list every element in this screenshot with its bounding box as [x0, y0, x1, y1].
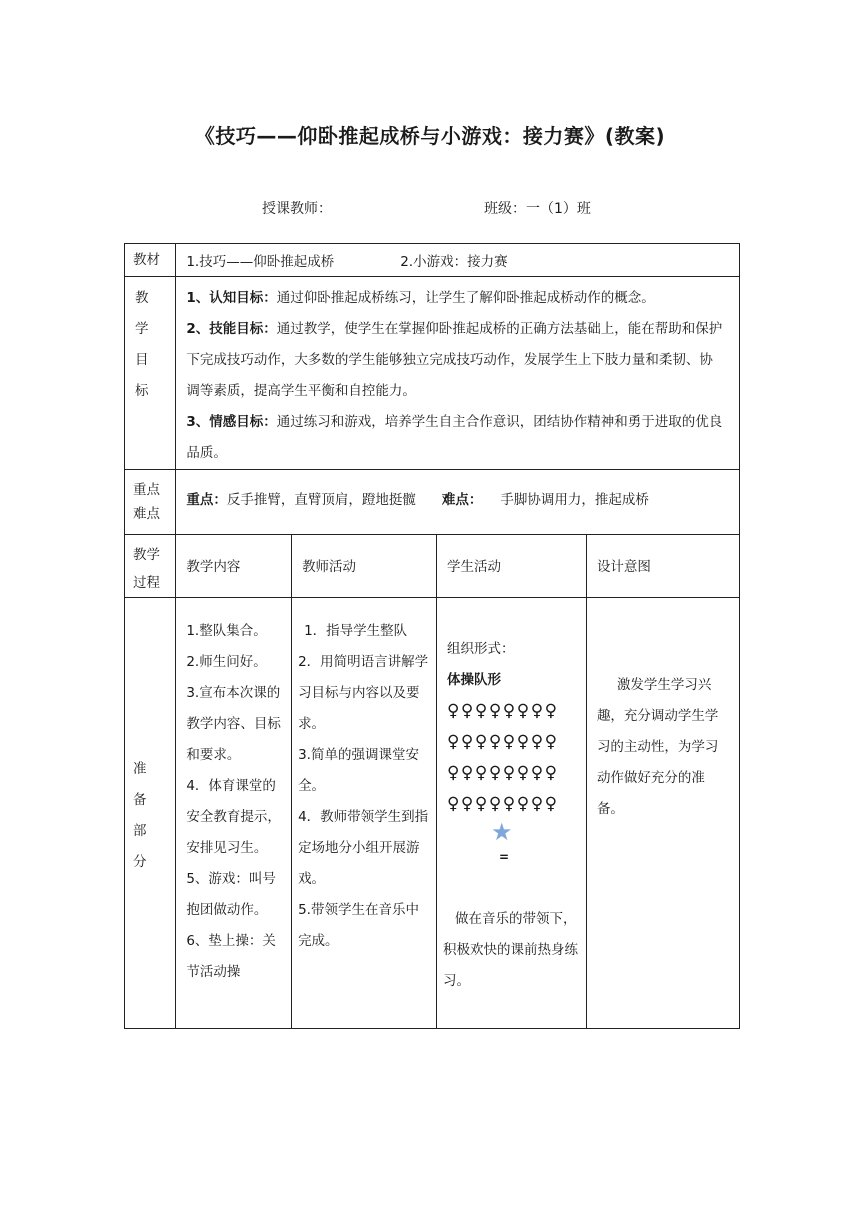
header-design: 设计意图	[596, 559, 651, 575]
goals-row	[125, 277, 740, 470]
formation-title: 体操队形	[446, 672, 501, 688]
header-content: 教学内容	[186, 559, 241, 575]
difficulty-title: 难点：	[441, 492, 483, 508]
teacher-position	[447, 818, 582, 864]
list-item: 5、游戏：叫号抱团做动作。	[186, 871, 276, 918]
list-item: 6、垫上操：关节活动操	[186, 933, 276, 980]
list-item: 3.宣布本次课的教学内容、目标和要求。	[186, 685, 281, 763]
goal-skill: 2、技能目标：通过教学，使学生在掌握仰卧推起成桥的正确方法基础上，能在帮助和保护下完成技巧动作，大多数的学生能够独立完成技巧动作，发展学生上下肢力量和柔韧、协调等素质，提高学生平衡和自控能力。	[186, 321, 723, 399]
formation-row: ♀♀♀♀♀♀♀♀	[446, 701, 559, 721]
textbook-item-2: 2.小游戏：接力赛	[400, 254, 508, 270]
class-label: 班级：一（1）班	[484, 201, 591, 217]
list-item: 2．用简明语言讲解学习目标与内容以及要求。	[298, 654, 429, 732]
key-title: 重点：	[186, 492, 227, 508]
key-points-content	[176, 470, 739, 508]
preparation-label: 准 备 部 分	[133, 761, 147, 870]
teacher-activity-list	[292, 598, 436, 957]
key-text: 反手推臂，直臂顶肩，蹬地挺髋	[226, 492, 416, 508]
teacher-label: 授课教师：	[262, 201, 332, 217]
list-item: 3.简单的强调课堂安全。	[298, 747, 419, 794]
design-intent: 激发学生学习兴趣，充分调动学生学习的主动性，为学习动作做好充分的准备。	[596, 677, 719, 817]
list-item: 4．体育课堂的安全教育提示，安排见习生。	[186, 778, 281, 856]
student-activity	[437, 598, 586, 864]
header-teacher: 教师活动	[302, 559, 357, 575]
goals-content	[176, 277, 739, 469]
list-item: 1.整队集合。	[186, 623, 267, 639]
list-item: 5.带领学生在音乐中完成。	[298, 902, 419, 949]
textbook-row	[125, 244, 740, 277]
textbook-content	[176, 244, 739, 274]
goal-cognitive: 1、认知目标：通过仰卧推起成桥练习，让学生了解仰卧推起成桥动作的概念。	[186, 290, 655, 306]
textbook-label: 教材	[133, 252, 160, 268]
list-item: 4．教师带领学生到指定场地分小组开展游戏。	[298, 809, 429, 887]
list-item: 1．指导学生整队	[304, 623, 408, 639]
student-activity-desc: 做在音乐的带领下，积极欢快的课前热身练习。	[442, 911, 578, 989]
process-header-row	[125, 535, 740, 598]
list-item: 2.师生问好。	[186, 654, 267, 670]
lesson-plan-table	[124, 243, 740, 1027]
difficulty-text: 手脚协调用力，推起成桥	[500, 492, 649, 508]
key-points-label: 重点 难点	[133, 482, 160, 522]
formation-row: ♀♀♀♀♀♀♀♀	[446, 732, 559, 752]
goals-label: 教 学 目 标	[135, 290, 149, 399]
organization-label: 组织形式：	[446, 641, 515, 657]
teaching-content-list	[176, 598, 291, 988]
key-points-row	[125, 470, 740, 535]
preparation-row	[125, 598, 740, 1029]
teacher-marker: =	[498, 850, 510, 864]
document-title: 《技巧——仰卧推起成桥与小游戏：接力赛》(教案)	[194, 124, 666, 148]
goal-emotion: 3、情感目标：通过练习和游戏，培养学生自主合作意识，团结协作精神和勇于进取的优良品质。	[186, 414, 723, 461]
header-student: 学生活动	[446, 559, 501, 575]
textbook-item-1: 1.技巧——仰卧推起成桥	[186, 254, 335, 270]
process-label: 教学 过程	[133, 547, 160, 591]
star-icon: ★	[490, 818, 513, 846]
formation-row: ♀♀♀♀♀♀♀♀	[446, 763, 559, 783]
formation-row: ♀♀♀♀♀♀♀♀	[446, 794, 559, 814]
